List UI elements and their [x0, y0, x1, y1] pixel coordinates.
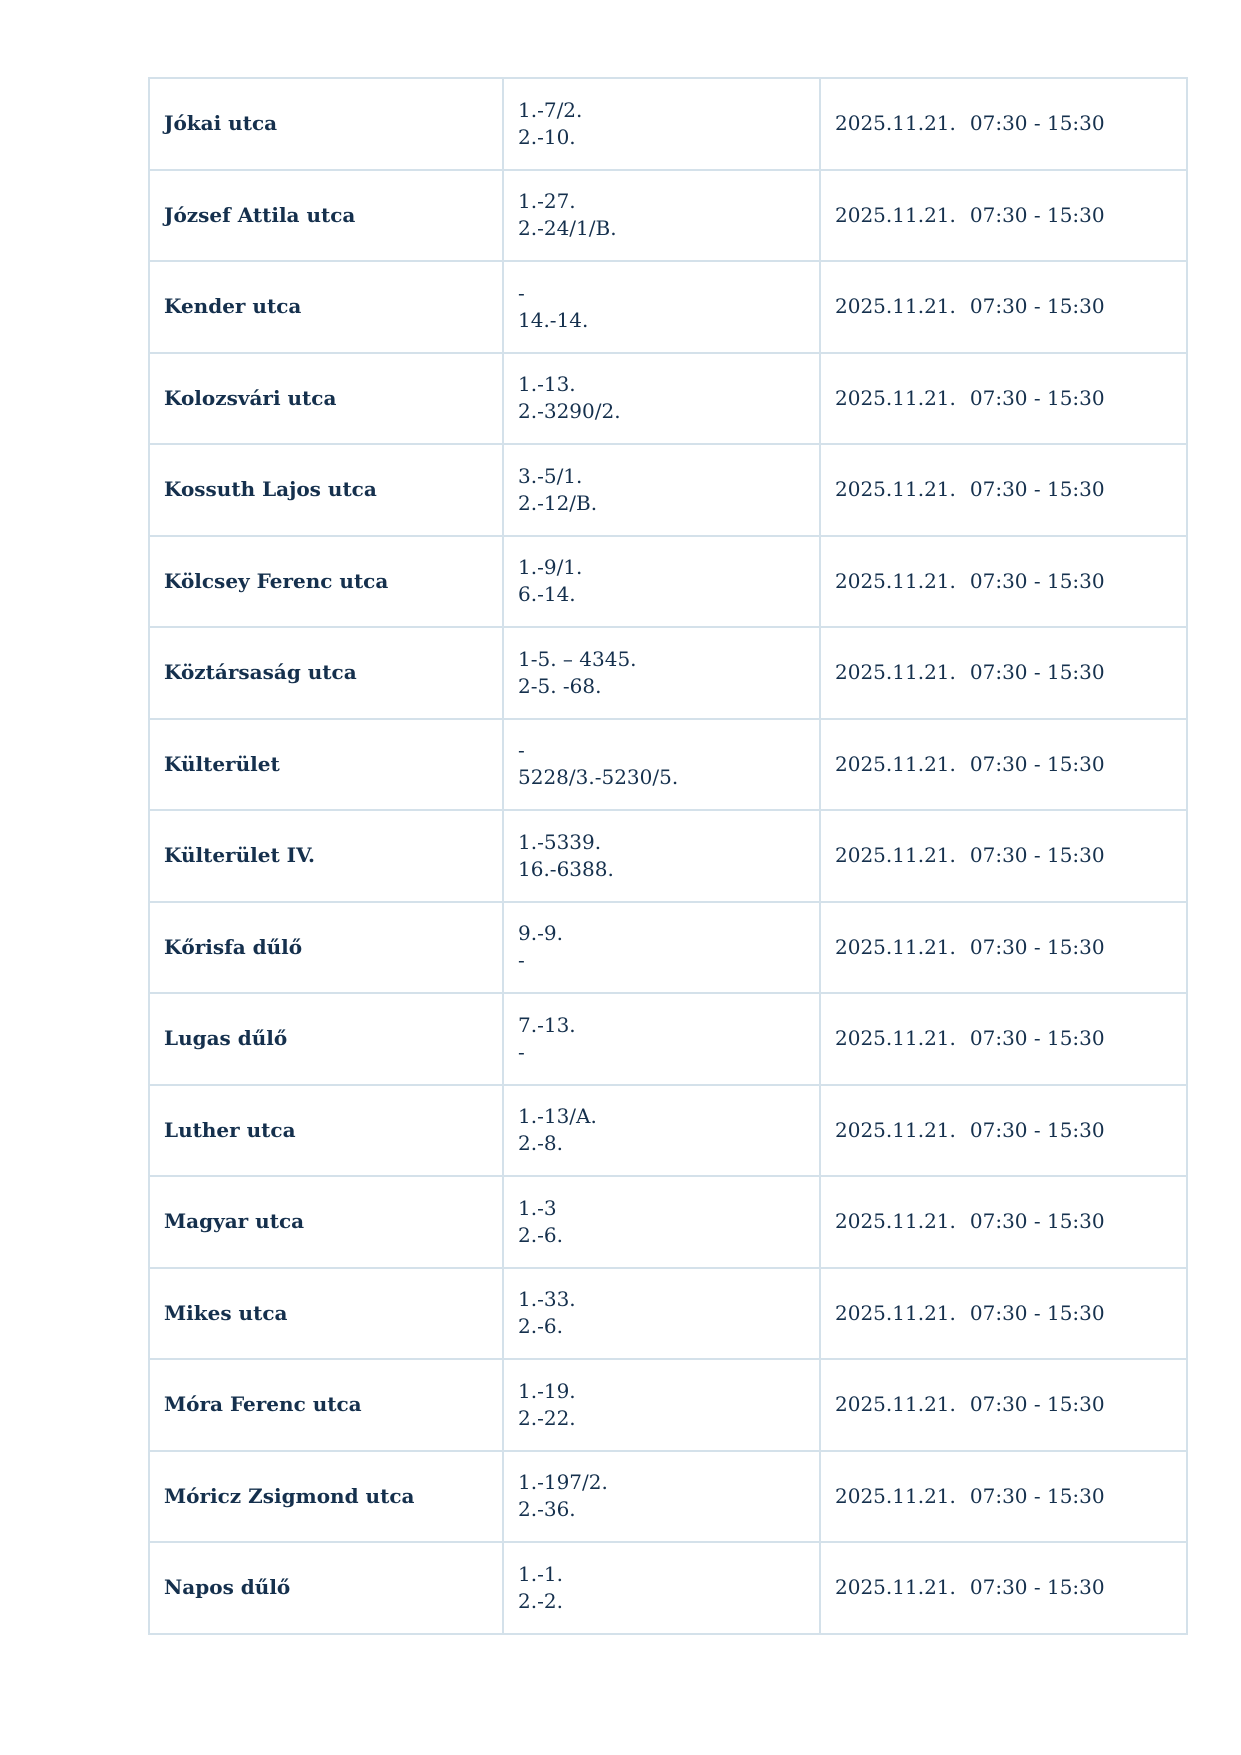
- table-row: [149, 627, 1187, 719]
- outage-time-cell: [820, 627, 1187, 719]
- house-number-range-cell: [503, 1176, 820, 1268]
- odd-number-range: 1.-197/2.: [518, 1470, 608, 1495]
- street-name-cell: Köztársaság utca: [149, 627, 503, 719]
- even-number-range: 2.-3290/2.: [518, 399, 621, 424]
- even-number-range: 6.-14.: [518, 582, 576, 607]
- street-name-cell: Kolozsvári utca: [149, 353, 503, 445]
- house-number-range-cell: [503, 536, 820, 628]
- house-number-range-cell: [503, 627, 820, 719]
- outage-hours: 07:30 - 15:30: [969, 1026, 1105, 1051]
- outage-hours: 07:30 - 15:30: [969, 385, 1105, 410]
- house-number-range-cell: [503, 78, 820, 170]
- outage-time-cell: [820, 719, 1187, 811]
- table-row: [149, 536, 1187, 628]
- outage-hours: 07:30 - 15:30: [969, 1483, 1105, 1508]
- street-name-cell: Móra Ferenc utca: [149, 1359, 503, 1451]
- house-number-range-cell: [503, 1268, 820, 1360]
- even-number-range: 2.-6.: [518, 1222, 563, 1247]
- street-name-cell: Mikes utca: [149, 1268, 503, 1360]
- outage-date: 2025.11.21.: [835, 202, 956, 227]
- outage-date: 2025.11.21.: [835, 1300, 956, 1325]
- odd-number-range: 1.-1.: [518, 1561, 563, 1586]
- even-number-range: 2.-6.: [518, 1314, 563, 1339]
- outage-date: 2025.11.21.: [835, 294, 956, 319]
- outage-hours: 07:30 - 15:30: [969, 202, 1105, 227]
- odd-number-range: -: [518, 280, 525, 305]
- outage-time-cell: [820, 536, 1187, 628]
- house-number-range-cell: [503, 810, 820, 902]
- even-number-range: 2-5. -68.: [518, 673, 602, 698]
- street-name-cell: Móricz Zsigmond utca: [149, 1451, 503, 1543]
- odd-number-range: 3.-5/1.: [518, 463, 583, 488]
- table-row: [149, 353, 1187, 445]
- table-row: [149, 78, 1187, 170]
- even-number-range: -: [518, 1039, 525, 1064]
- street-name-cell: Magyar utca: [149, 1176, 503, 1268]
- even-number-range: 14.-14.: [518, 307, 589, 332]
- outage-hours: 07:30 - 15:30: [969, 477, 1105, 502]
- table-row: [149, 1451, 1187, 1543]
- outage-date: 2025.11.21.: [835, 751, 956, 776]
- street-name-cell: József Attila utca: [149, 170, 503, 262]
- outage-time-cell: [820, 810, 1187, 902]
- street-name-cell: Külterület: [149, 719, 503, 811]
- house-number-range-cell: [503, 1542, 820, 1634]
- odd-number-range: 1.-13/A.: [518, 1104, 597, 1129]
- outage-hours: 07:30 - 15:30: [969, 294, 1105, 319]
- house-number-range-cell: [503, 444, 820, 536]
- table-row: [149, 261, 1187, 353]
- outage-hours: 07:30 - 15:30: [969, 111, 1105, 136]
- outage-date: 2025.11.21.: [835, 385, 956, 410]
- odd-number-range: 9.-9.: [518, 921, 563, 946]
- outage-date: 2025.11.21.: [835, 843, 956, 868]
- table-row: [149, 1359, 1187, 1451]
- odd-number-range: 1.-27.: [518, 189, 576, 214]
- house-number-range-cell: [503, 261, 820, 353]
- outage-schedule-table: [148, 77, 1188, 1635]
- outage-time-cell: [820, 444, 1187, 536]
- house-number-range-cell: [503, 1085, 820, 1177]
- table-row: [149, 1542, 1187, 1634]
- odd-number-range: 1-5. – 4345.: [518, 646, 637, 671]
- outage-hours: 07:30 - 15:30: [969, 751, 1105, 776]
- odd-number-range: 1.-33.: [518, 1287, 576, 1312]
- outage-time-cell: [820, 993, 1187, 1085]
- house-number-range-cell: [503, 719, 820, 811]
- odd-number-range: 1.-3: [518, 1195, 557, 1220]
- street-name-cell: Kölcsey Ferenc utca: [149, 536, 503, 628]
- schedule-table-body: [149, 78, 1187, 1634]
- odd-number-range: 1.-5339.: [518, 829, 602, 854]
- odd-number-range: 1.-13.: [518, 372, 576, 397]
- even-number-range: 2.-22.: [518, 1405, 576, 1430]
- table-row: [149, 902, 1187, 994]
- outage-time-cell: [820, 1176, 1187, 1268]
- outage-hours: 07:30 - 15:30: [969, 1209, 1105, 1234]
- house-number-range-cell: [503, 902, 820, 994]
- odd-number-range: -: [518, 738, 525, 763]
- outage-time-cell: [820, 1359, 1187, 1451]
- table-row: [149, 1176, 1187, 1268]
- outage-date: 2025.11.21.: [835, 934, 956, 959]
- outage-time-cell: [820, 170, 1187, 262]
- outage-date: 2025.11.21.: [835, 568, 956, 593]
- outage-date: 2025.11.21.: [835, 1117, 956, 1142]
- street-name-cell: Kossuth Lajos utca: [149, 444, 503, 536]
- outage-date: 2025.11.21.: [835, 1026, 956, 1051]
- table-row: [149, 170, 1187, 262]
- street-name-cell: Jókai utca: [149, 78, 503, 170]
- outage-hours: 07:30 - 15:30: [969, 1392, 1105, 1417]
- even-number-range: 2.-2.: [518, 1588, 563, 1613]
- house-number-range-cell: [503, 170, 820, 262]
- table-row: [149, 1268, 1187, 1360]
- house-number-range-cell: [503, 993, 820, 1085]
- outage-date: 2025.11.21.: [835, 660, 956, 685]
- street-name-cell: Kender utca: [149, 261, 503, 353]
- odd-number-range: 1.-19.: [518, 1378, 576, 1403]
- even-number-range: -: [518, 948, 525, 973]
- outage-time-cell: [820, 261, 1187, 353]
- even-number-range: 2.-10.: [518, 124, 576, 149]
- house-number-range-cell: [503, 1359, 820, 1451]
- outage-hours: 07:30 - 15:30: [969, 568, 1105, 593]
- table-row: [149, 993, 1187, 1085]
- street-name-cell: Luther utca: [149, 1085, 503, 1177]
- outage-hours: 07:30 - 15:30: [969, 1117, 1105, 1142]
- house-number-range-cell: [503, 353, 820, 445]
- odd-number-range: 1.-9/1.: [518, 555, 583, 580]
- outage-time-cell: [820, 78, 1187, 170]
- outage-hours: 07:30 - 15:30: [969, 843, 1105, 868]
- outage-time-cell: [820, 902, 1187, 994]
- street-name-cell: Külterület IV.: [149, 810, 503, 902]
- table-row: [149, 1085, 1187, 1177]
- table-row: [149, 719, 1187, 811]
- outage-time-cell: [820, 353, 1187, 445]
- even-number-range: 2.-24/1/B.: [518, 216, 617, 241]
- outage-hours: 07:30 - 15:30: [969, 1575, 1105, 1600]
- outage-date: 2025.11.21.: [835, 1483, 956, 1508]
- outage-time-cell: [820, 1451, 1187, 1543]
- outage-date: 2025.11.21.: [835, 1209, 956, 1234]
- outage-date: 2025.11.21.: [835, 1575, 956, 1600]
- outage-time-cell: [820, 1542, 1187, 1634]
- table-row: [149, 444, 1187, 536]
- outage-hours: 07:30 - 15:30: [969, 934, 1105, 959]
- odd-number-range: 1.-7/2.: [518, 97, 583, 122]
- outage-time-cell: [820, 1268, 1187, 1360]
- house-number-range-cell: [503, 1451, 820, 1543]
- street-name-cell: Lugas dűlő: [149, 993, 503, 1085]
- table-row: [149, 810, 1187, 902]
- outage-date: 2025.11.21.: [835, 111, 956, 136]
- even-number-range: 2.-12/B.: [518, 490, 598, 515]
- even-number-range: 5228/3.-5230/5.: [518, 765, 679, 790]
- street-name-cell: Napos dűlő: [149, 1542, 503, 1634]
- outage-date: 2025.11.21.: [835, 1392, 956, 1417]
- outage-hours: 07:30 - 15:30: [969, 660, 1105, 685]
- outage-hours: 07:30 - 15:30: [969, 1300, 1105, 1325]
- outage-time-cell: [820, 1085, 1187, 1177]
- street-name-cell: Kőrisfa dűlő: [149, 902, 503, 994]
- odd-number-range: 7.-13.: [518, 1012, 576, 1037]
- even-number-range: 2.-36.: [518, 1497, 576, 1522]
- even-number-range: 16.-6388.: [518, 856, 614, 881]
- even-number-range: 2.-8.: [518, 1131, 563, 1156]
- outage-date: 2025.11.21.: [835, 477, 956, 502]
